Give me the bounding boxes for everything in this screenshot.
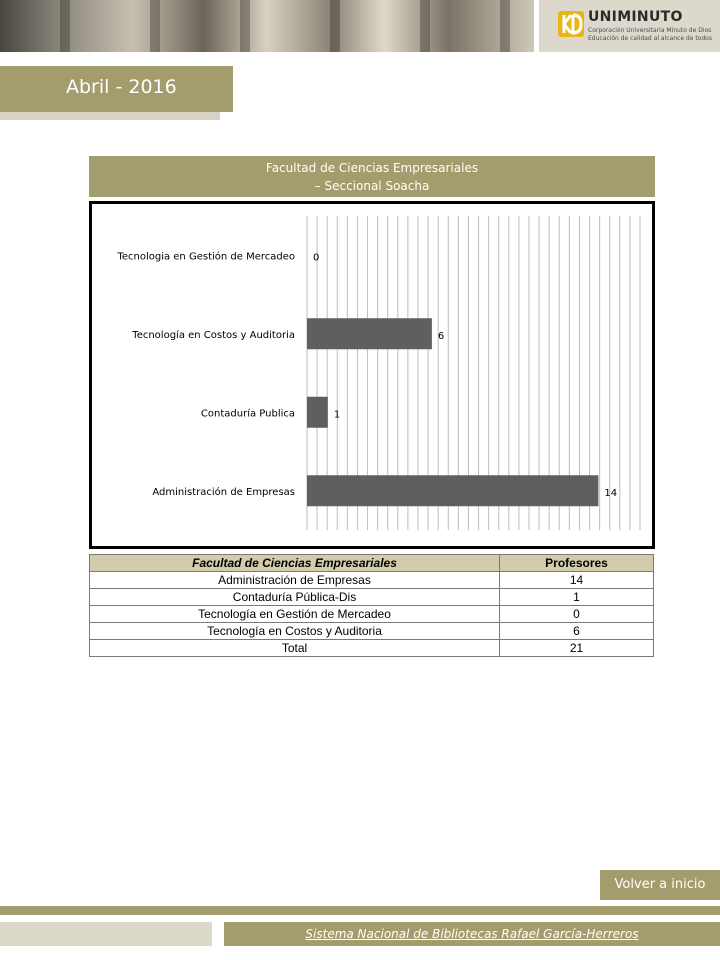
back-to-home-button[interactable]: Volver a inicio xyxy=(600,870,720,900)
table-cell-count: 0 xyxy=(500,606,654,623)
chart-category-label: Tecnología en Costos y Auditoria xyxy=(132,329,295,341)
chart-category-label: Tecnologia en Gestión de Mercadeo xyxy=(117,251,295,263)
table-row xyxy=(90,606,654,623)
logo-subtitle: Corporación Universitaria Minuto de Dios xyxy=(588,27,712,34)
header-banner-photo xyxy=(0,0,534,52)
table-header-faculty: Facultad de Ciencias Empresariales xyxy=(90,555,500,572)
table-cell-total-value: 21 xyxy=(500,640,654,657)
table-header-professors: Profesores xyxy=(500,555,654,572)
table-cell-total-label: Total xyxy=(90,640,500,657)
bar-chart-svg xyxy=(92,204,652,546)
chart-category-label: Contaduría Publica xyxy=(200,408,295,420)
chart-value-label: 1 xyxy=(333,409,341,421)
table-row xyxy=(90,589,654,606)
footer-divider xyxy=(0,906,720,915)
table-row xyxy=(90,623,654,640)
section-title-line2: – Seccional Soacha xyxy=(314,179,430,193)
chart-bar xyxy=(307,475,598,506)
uniminuto-logo-icon xyxy=(558,7,584,41)
table-cell-count: 1 xyxy=(500,589,654,606)
table-header-row xyxy=(90,555,654,572)
table-cell-count: 6 xyxy=(500,623,654,640)
date-label: Abril - 2016 xyxy=(66,76,177,98)
chart-value-label: 0 xyxy=(313,252,320,264)
logo-name: UNIMINUTO xyxy=(588,9,683,25)
table-total-row xyxy=(90,640,654,657)
table-cell-program: Tecnología en Gestión de Mercadeo xyxy=(90,606,500,623)
chart-value-label: 6 xyxy=(437,330,445,342)
table-cell-program: Administración de Empresas xyxy=(90,572,500,589)
chart-category-label: Administración de Empresas xyxy=(152,486,295,498)
chart-bar xyxy=(307,397,328,428)
footer-left-block xyxy=(0,922,212,946)
system-name-link[interactable]: Sistema Nacional de Bibliotecas Rafael García-Herreros xyxy=(224,922,720,946)
logo-tagline: Educación de calidad al alcance de todos xyxy=(588,35,712,42)
chart-value-label: 14 xyxy=(604,487,618,499)
table-row xyxy=(90,572,654,589)
faculty-table xyxy=(89,554,654,657)
table-cell-program: Contaduría Pública-Dis xyxy=(90,589,500,606)
table-cell-program: Tecnología en Costos y Auditoria xyxy=(90,623,500,640)
date-tab-shadow xyxy=(0,112,220,120)
section-title-line1: Facultad de Ciencias Empresariales xyxy=(265,161,479,175)
section-title xyxy=(89,156,655,197)
date-tab xyxy=(0,66,233,112)
bar-chart xyxy=(89,201,655,549)
chart-bar xyxy=(307,318,432,349)
uniminuto-logo xyxy=(539,0,720,52)
table-cell-count: 14 xyxy=(500,572,654,589)
